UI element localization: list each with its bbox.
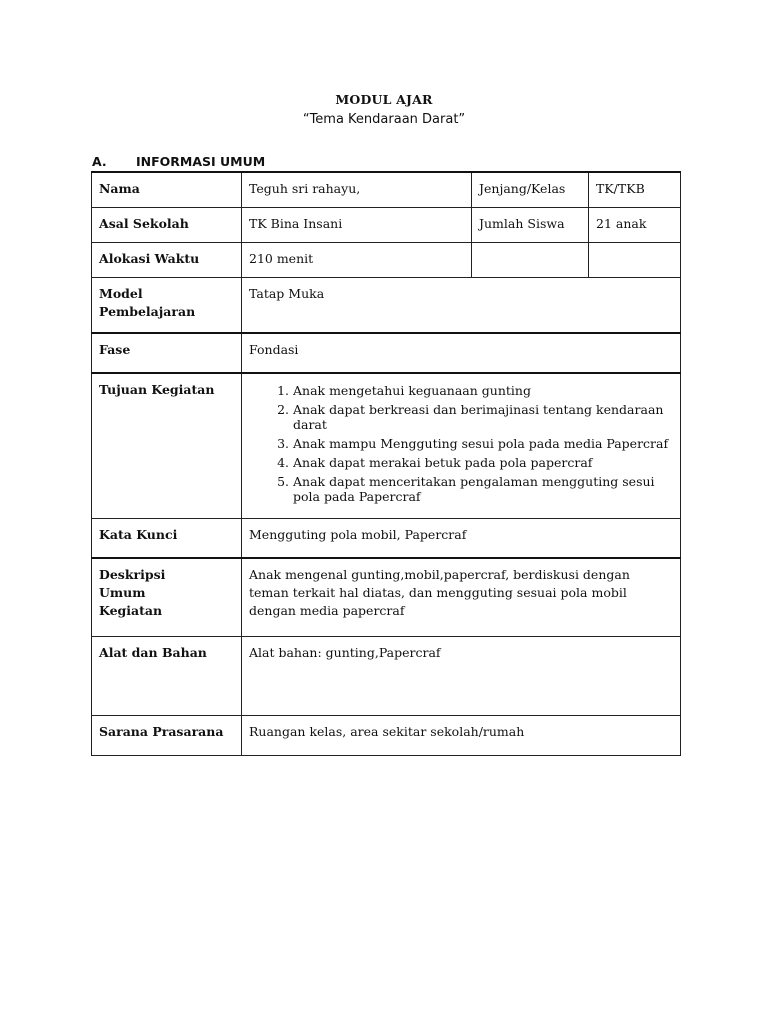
table-row (92, 373, 681, 518)
model-value: Tatap Muka (242, 277, 681, 333)
table-row (92, 172, 681, 207)
nama-label: Nama (92, 172, 242, 207)
deskripsi-label (92, 558, 242, 636)
table-row (92, 518, 681, 558)
sarana-value: Ruangan kelas, area sekitar sekolah/rumah (242, 715, 681, 755)
asal-label: Asal Sekolah (92, 207, 242, 242)
empty-cell (589, 242, 681, 277)
fase-value: Fondasi (242, 333, 681, 373)
table-row (92, 242, 681, 277)
list-item: 4. Anak dapat merakai betuk pada pola papercraf (293, 455, 673, 470)
table-row (92, 636, 681, 715)
sarana-label: Sarana Prasarana (92, 715, 242, 755)
tujuan-label: Tujuan Kegiatan (92, 373, 242, 518)
deskripsi-line: teman terkait hal diatas, dan mengguting sesuai pola mobil (249, 585, 627, 600)
section-heading (92, 154, 265, 169)
empty-cell (472, 242, 589, 277)
kata-kunci-value: Mengguting pola mobil, Papercraf (242, 518, 681, 558)
tujuan-list (249, 383, 673, 504)
model-label: Model Pembelajaran (92, 277, 242, 333)
alat-label: Alat dan Bahan (92, 636, 242, 715)
table-row (92, 207, 681, 242)
jumlah-value: 21 anak (589, 207, 681, 242)
table-row (92, 277, 681, 333)
jenjang-value: TK/TKB (589, 172, 681, 207)
fase-label: Fase (92, 333, 242, 373)
deskripsi-value (242, 558, 681, 636)
document-subtitle: “Tema Kendaraan Darat” (302, 112, 466, 127)
deskripsi-label-line: Umum (99, 585, 146, 600)
alokasi-label: Alokasi Waktu (92, 242, 242, 277)
table-row (92, 715, 681, 755)
jenjang-label: Jenjang/Kelas (472, 172, 589, 207)
deskripsi-label-line: Deskripsi (99, 567, 166, 582)
asal-value: TK Bina Insani (242, 207, 472, 242)
deskripsi-line: dengan media papercraf (249, 603, 405, 618)
tujuan-cell (242, 373, 681, 518)
list-item: 1. Anak mengetahui keguanaan gunting (293, 383, 673, 398)
deskripsi-line: Anak mengenal gunting,mobil,papercraf, berdiskusi dengan (249, 567, 630, 582)
info-table (91, 171, 681, 756)
alat-value: Alat bahan: gunting,Papercraf (242, 636, 681, 715)
table-row (92, 558, 681, 636)
jumlah-label: Jumlah Siswa (472, 207, 589, 242)
list-item: 2. Anak dapat berkreasi dan berimajinasi tentang kendaraan darat (293, 402, 673, 432)
kata-kunci-label: Kata Kunci (92, 518, 242, 558)
section-title: INFORMASI UMUM (136, 154, 266, 169)
table-row (92, 333, 681, 373)
document-title: MODUL AJAR (335, 92, 433, 107)
section-letter: A. (92, 154, 107, 169)
alokasi-value: 210 menit (242, 242, 472, 277)
deskripsi-label-line: Kegiatan (99, 603, 163, 618)
list-item: 3. Anak mampu Mengguting sesui pola pada media Papercraf (293, 436, 673, 451)
list-item: 5. Anak dapat menceritakan pengalaman mengguting sesui pola pada Papercraf (293, 474, 673, 504)
nama-value: Teguh sri rahayu, (242, 172, 472, 207)
